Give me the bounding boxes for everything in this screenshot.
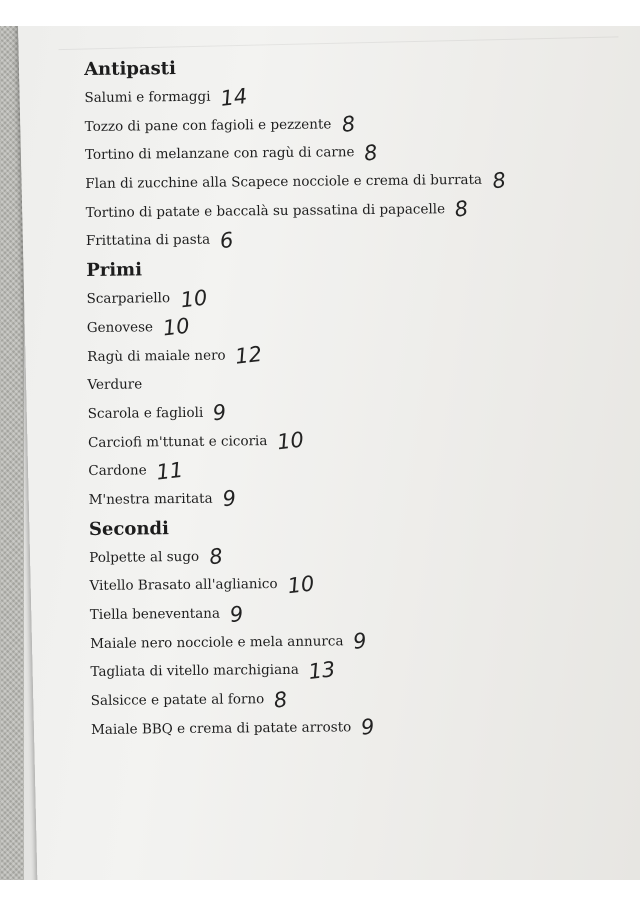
dish-name: Scarola e faglioli	[87, 404, 204, 422]
menu-list	[84, 50, 611, 745]
paper-crease	[59, 36, 619, 50]
handwritten-price: 8	[490, 167, 507, 193]
dish-name: Maiale BBQ e crema di patate arrosto	[90, 718, 352, 738]
handwritten-price: 6	[218, 227, 235, 254]
dish-name: Tiella beneventana	[89, 605, 221, 623]
handwritten-price: 9	[352, 628, 369, 655]
section-title-antipasti: Antipasti	[84, 58, 177, 80]
dish-name: M'nestra maritata	[88, 490, 213, 508]
handwritten-price: 11	[155, 457, 185, 485]
handwritten-price: 9	[221, 486, 238, 512]
dish-name: Cardone	[88, 462, 147, 480]
section-title-primi: Primi	[86, 259, 143, 282]
section-title-secondi: Secondi	[88, 517, 170, 540]
handwritten-price: 8	[363, 140, 380, 166]
handwritten-price: 14	[219, 83, 249, 111]
handwritten-price: 10	[178, 285, 209, 312]
menu-item	[91, 710, 611, 744]
dish-name: Flan di zucchine alla Scapece nocciole e crema di burrata	[85, 171, 483, 193]
handwritten-price: 10	[276, 427, 306, 455]
dish-name: Carciofi m'ttunat e cicoria	[87, 432, 268, 451]
handwritten-price: 9	[228, 601, 245, 627]
handwritten-price: 8	[453, 196, 470, 222]
handwritten-price: 13	[307, 656, 337, 684]
dish-name: Frittatina di pasta	[85, 232, 211, 250]
dish-name: Salsicce e patate al forno	[90, 691, 265, 710]
dish-name: Maiale nero nocciole e mela annurca	[90, 633, 344, 652]
handwritten-price: 9	[359, 714, 376, 741]
dish-name: Genovese	[86, 319, 154, 336]
handwritten-price: 8	[272, 686, 289, 713]
handwritten-price: 12	[234, 341, 264, 369]
section-primi	[86, 251, 609, 515]
section-antipasti	[84, 50, 606, 257]
dish-name: Tortino di patate e baccalà su passatina di papacelle	[85, 200, 446, 221]
dish-name: Tozzo di pane con fagioli e pezzente	[84, 116, 332, 135]
dish-name: Tortino di melanzane con ragù di carne	[84, 144, 355, 164]
dish-name: Verdure	[87, 376, 143, 394]
dish-name: Tagliata di vitello marchigiana	[90, 662, 299, 681]
dish-name: Vitello Brasato all'aglianico	[89, 576, 278, 595]
section-secondi	[89, 509, 611, 744]
dish-name: Ragù di maiale nero	[87, 347, 226, 365]
handwritten-price: 9	[211, 400, 228, 426]
handwritten-price: 8	[207, 544, 224, 570]
dish-name: Salumi e formaggi	[84, 88, 211, 106]
dish-name: Scarpariello	[86, 290, 171, 308]
dish-name: Polpette al sugo	[89, 548, 200, 566]
handwritten-price: 10	[286, 571, 316, 599]
handwritten-price: 8	[340, 111, 357, 138]
handwritten-price: 10	[161, 313, 192, 341]
